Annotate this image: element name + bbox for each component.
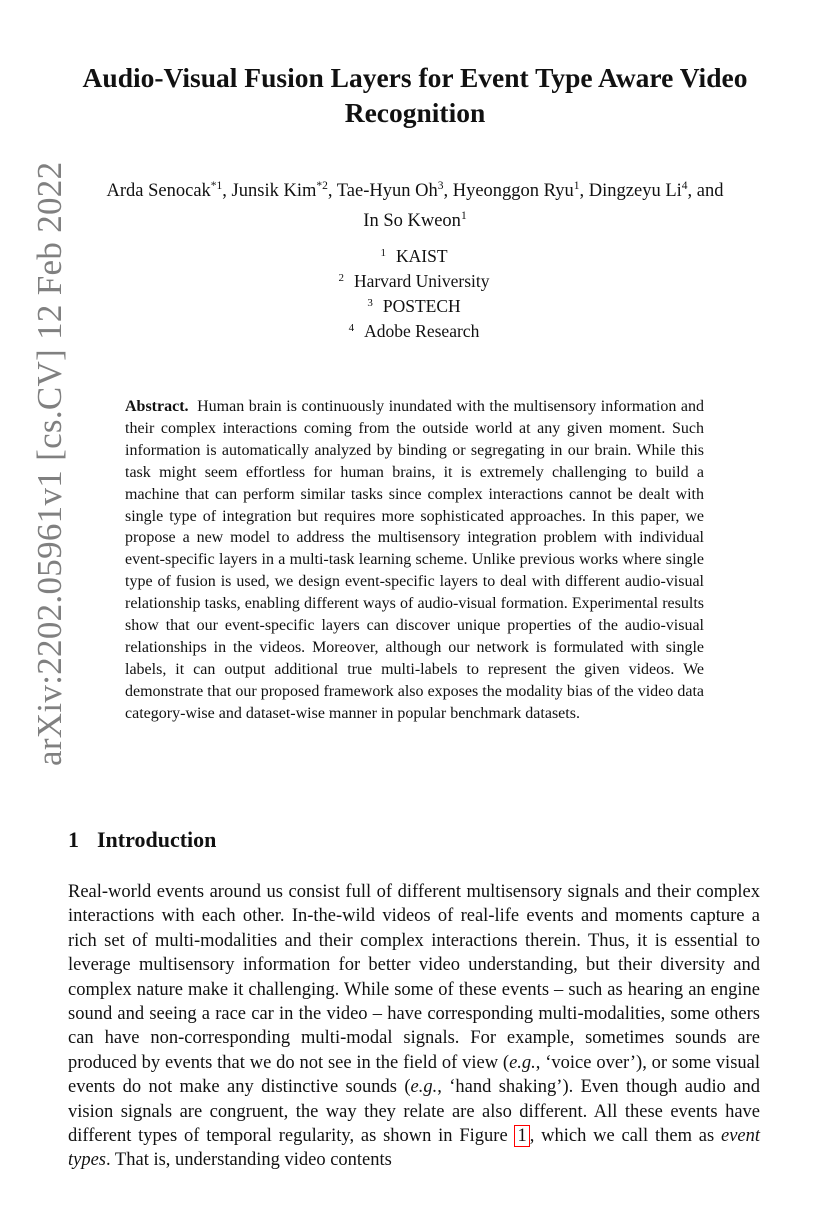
- intro-text: , ‘hand shaking’). Even though audio and vision signals are congruent, the way they relate are also different. All these events have different types of temporal regularity, as shown in Figure: [68, 1077, 760, 1147]
- arxiv-identifier-stamp: arXiv:2202.05961v1 [cs.CV] 12 Feb 2022: [30, 161, 69, 766]
- author-mark: *1: [210, 180, 223, 192]
- author-name: Hyeonggon Ryu: [452, 181, 574, 202]
- affiliation: [0, 292, 828, 317]
- author-name: In So Kweon: [363, 211, 461, 232]
- intro-text: Real-world events around us consist full of different multisensory signals and their complex interactions with each other. In-the-wild videos of real-life events and moments capture a rich set of multi-modalities and their complex interactions therein. Thus, it is essential to leverage multisensory information for better video understanding, but their diversity and complex nature make it challenging. While some of these events – such as hearing an engine sound and seeing a race car in the video – have corresponding multi-modalities, some others can have non-corresponding multi-modal signals. For example, sometimes sounds are produced by events that we do not see in the field of view (: [68, 882, 760, 1073]
- intro-text: . That is, understanding video contents: [106, 1150, 392, 1171]
- introduction-paragraph: [68, 880, 760, 1173]
- affiliation-number: 4: [348, 322, 355, 334]
- affiliation: [0, 242, 828, 267]
- abstract: [125, 396, 704, 725]
- abstract-label: Abstract.: [125, 398, 189, 415]
- author-separator: ,: [327, 181, 337, 202]
- affiliation-name: Harvard University: [353, 271, 490, 291]
- affiliation-number: 1: [380, 247, 386, 259]
- section-title: Introduction: [97, 827, 217, 852]
- author-list: [60, 174, 770, 234]
- affiliation-number: 3: [367, 297, 373, 309]
- author-mark: 3: [437, 180, 444, 192]
- intro-emphasis: e.g.: [509, 1052, 536, 1073]
- author-name: Tae-Hyun Oh: [336, 181, 438, 202]
- section-heading: [68, 826, 216, 854]
- author-separator: , and: [687, 181, 724, 202]
- paper-title: Audio-Visual Fusion Layers for Event Type Aware Video Recognition: [82, 62, 748, 128]
- affiliation-number: 2: [338, 272, 344, 284]
- author-name: Junsik Kim: [231, 181, 317, 202]
- affiliation: [0, 317, 828, 342]
- affiliation-name: KAIST: [395, 246, 448, 266]
- affiliation-name: POSTECH: [382, 296, 461, 316]
- affiliation-name: Adobe Research: [364, 321, 480, 341]
- intro-emphasis: e.g.: [410, 1077, 438, 1098]
- author-mark: 1: [460, 210, 467, 223]
- affiliation-list: [0, 242, 828, 342]
- affiliation: [0, 267, 828, 292]
- abstract-text: Human brain is continuously inundated with the multisensory information and their complex interactions coming from the outside world at any given moment. Such information is automatically analyzed by binding or segregating in our brain. While this task might seem effortless for human brains, it is extremely challenging to build a machine that can perform similar tasks since complex interactions cannot be dealt with single type of integration but requires more sophisticated approaches. In this paper, we propose a new model to address the multisensory integration problem with individual event-specific layers in a multi-task learning scheme. Unlike previous works where single type of fusion is used, we design event-specific layers to deal with different audio-visual relationship tasks, enabling different ways of audio-visual formation. Experimental results show that our event-specific layers can discover unique properties of the audio-visual relationships in the videos. Moreover, although our network is formulated with single labels, it can output additional true multi-labels to represent the given videos. We demonstrate that our proposed framework also exposes the modality bias of the video data category-wise and dataset-wise manner in popular benchmark datasets.: [125, 398, 705, 722]
- intro-emphasis: event types: [68, 1126, 761, 1171]
- author-mark: 4: [681, 180, 688, 192]
- author-mark: *2: [316, 180, 328, 192]
- author-mark: 1: [573, 180, 580, 192]
- author-separator: ,: [579, 181, 589, 202]
- author-name: Dingzeyu Li: [588, 181, 682, 202]
- author-name: Arda Senocak: [106, 181, 211, 202]
- figure-reference-link[interactable]: 1: [514, 1125, 529, 1147]
- author-separator: ,: [222, 181, 232, 202]
- author-separator: ,: [443, 181, 453, 202]
- intro-text: , which we call them as: [529, 1126, 721, 1147]
- intro-text: , ‘voice over’), or some visual events do not make any distinctive sounds (: [68, 1052, 760, 1098]
- section-number: 1: [68, 827, 79, 852]
